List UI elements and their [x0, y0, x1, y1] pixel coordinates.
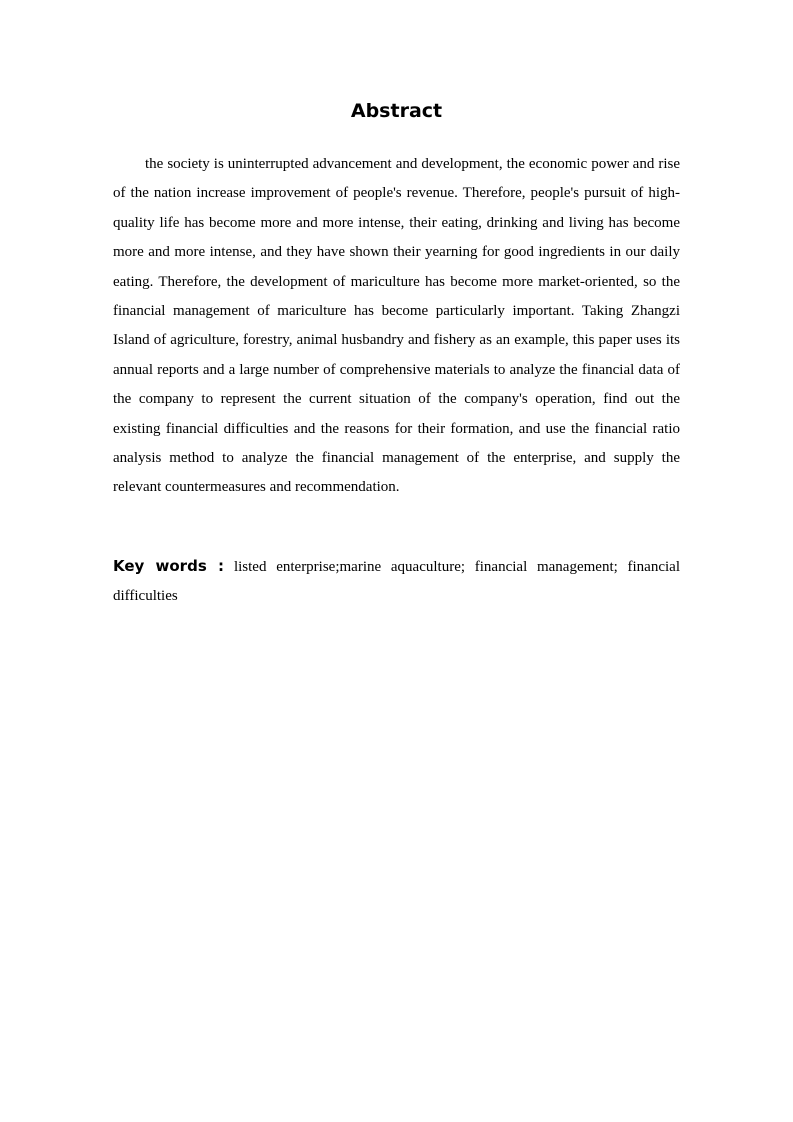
keywords-label: Key words : — [113, 557, 224, 575]
keywords-text: listed enterprise;marine aquaculture; financial management; financial difficulties — [113, 559, 680, 604]
abstract-heading: Abstract — [350, 100, 443, 122]
keywords-paragraph — [113, 552, 680, 611]
abstract-body: the society is uninterrupted advancement and development, the economic power and rise of the nation increase improvement of people's revenue. Therefore, people's pursuit of high-quality life has become more and more intense, their eating, drinking and living has become more and more intense, and they have shown their yearning for good ingredients in our daily eating. Therefore, the development of mariculture has become more market-oriented, so the financial management of mariculture has become particularly important. Taking Zhangzi Island of agriculture, forestry, animal husbandry and fishery as an example, this paper uses its annual reports and a large number of comprehensive materials to analyze the financial data of the company to represent the current situation of the company's operation, find out the existing financial difficulties and the reasons for their formation, and use the financial ratio analysis method to analyze the financial management of the enterprise, and supply the relevant countermeasures and recommendation. — [113, 156, 680, 496]
